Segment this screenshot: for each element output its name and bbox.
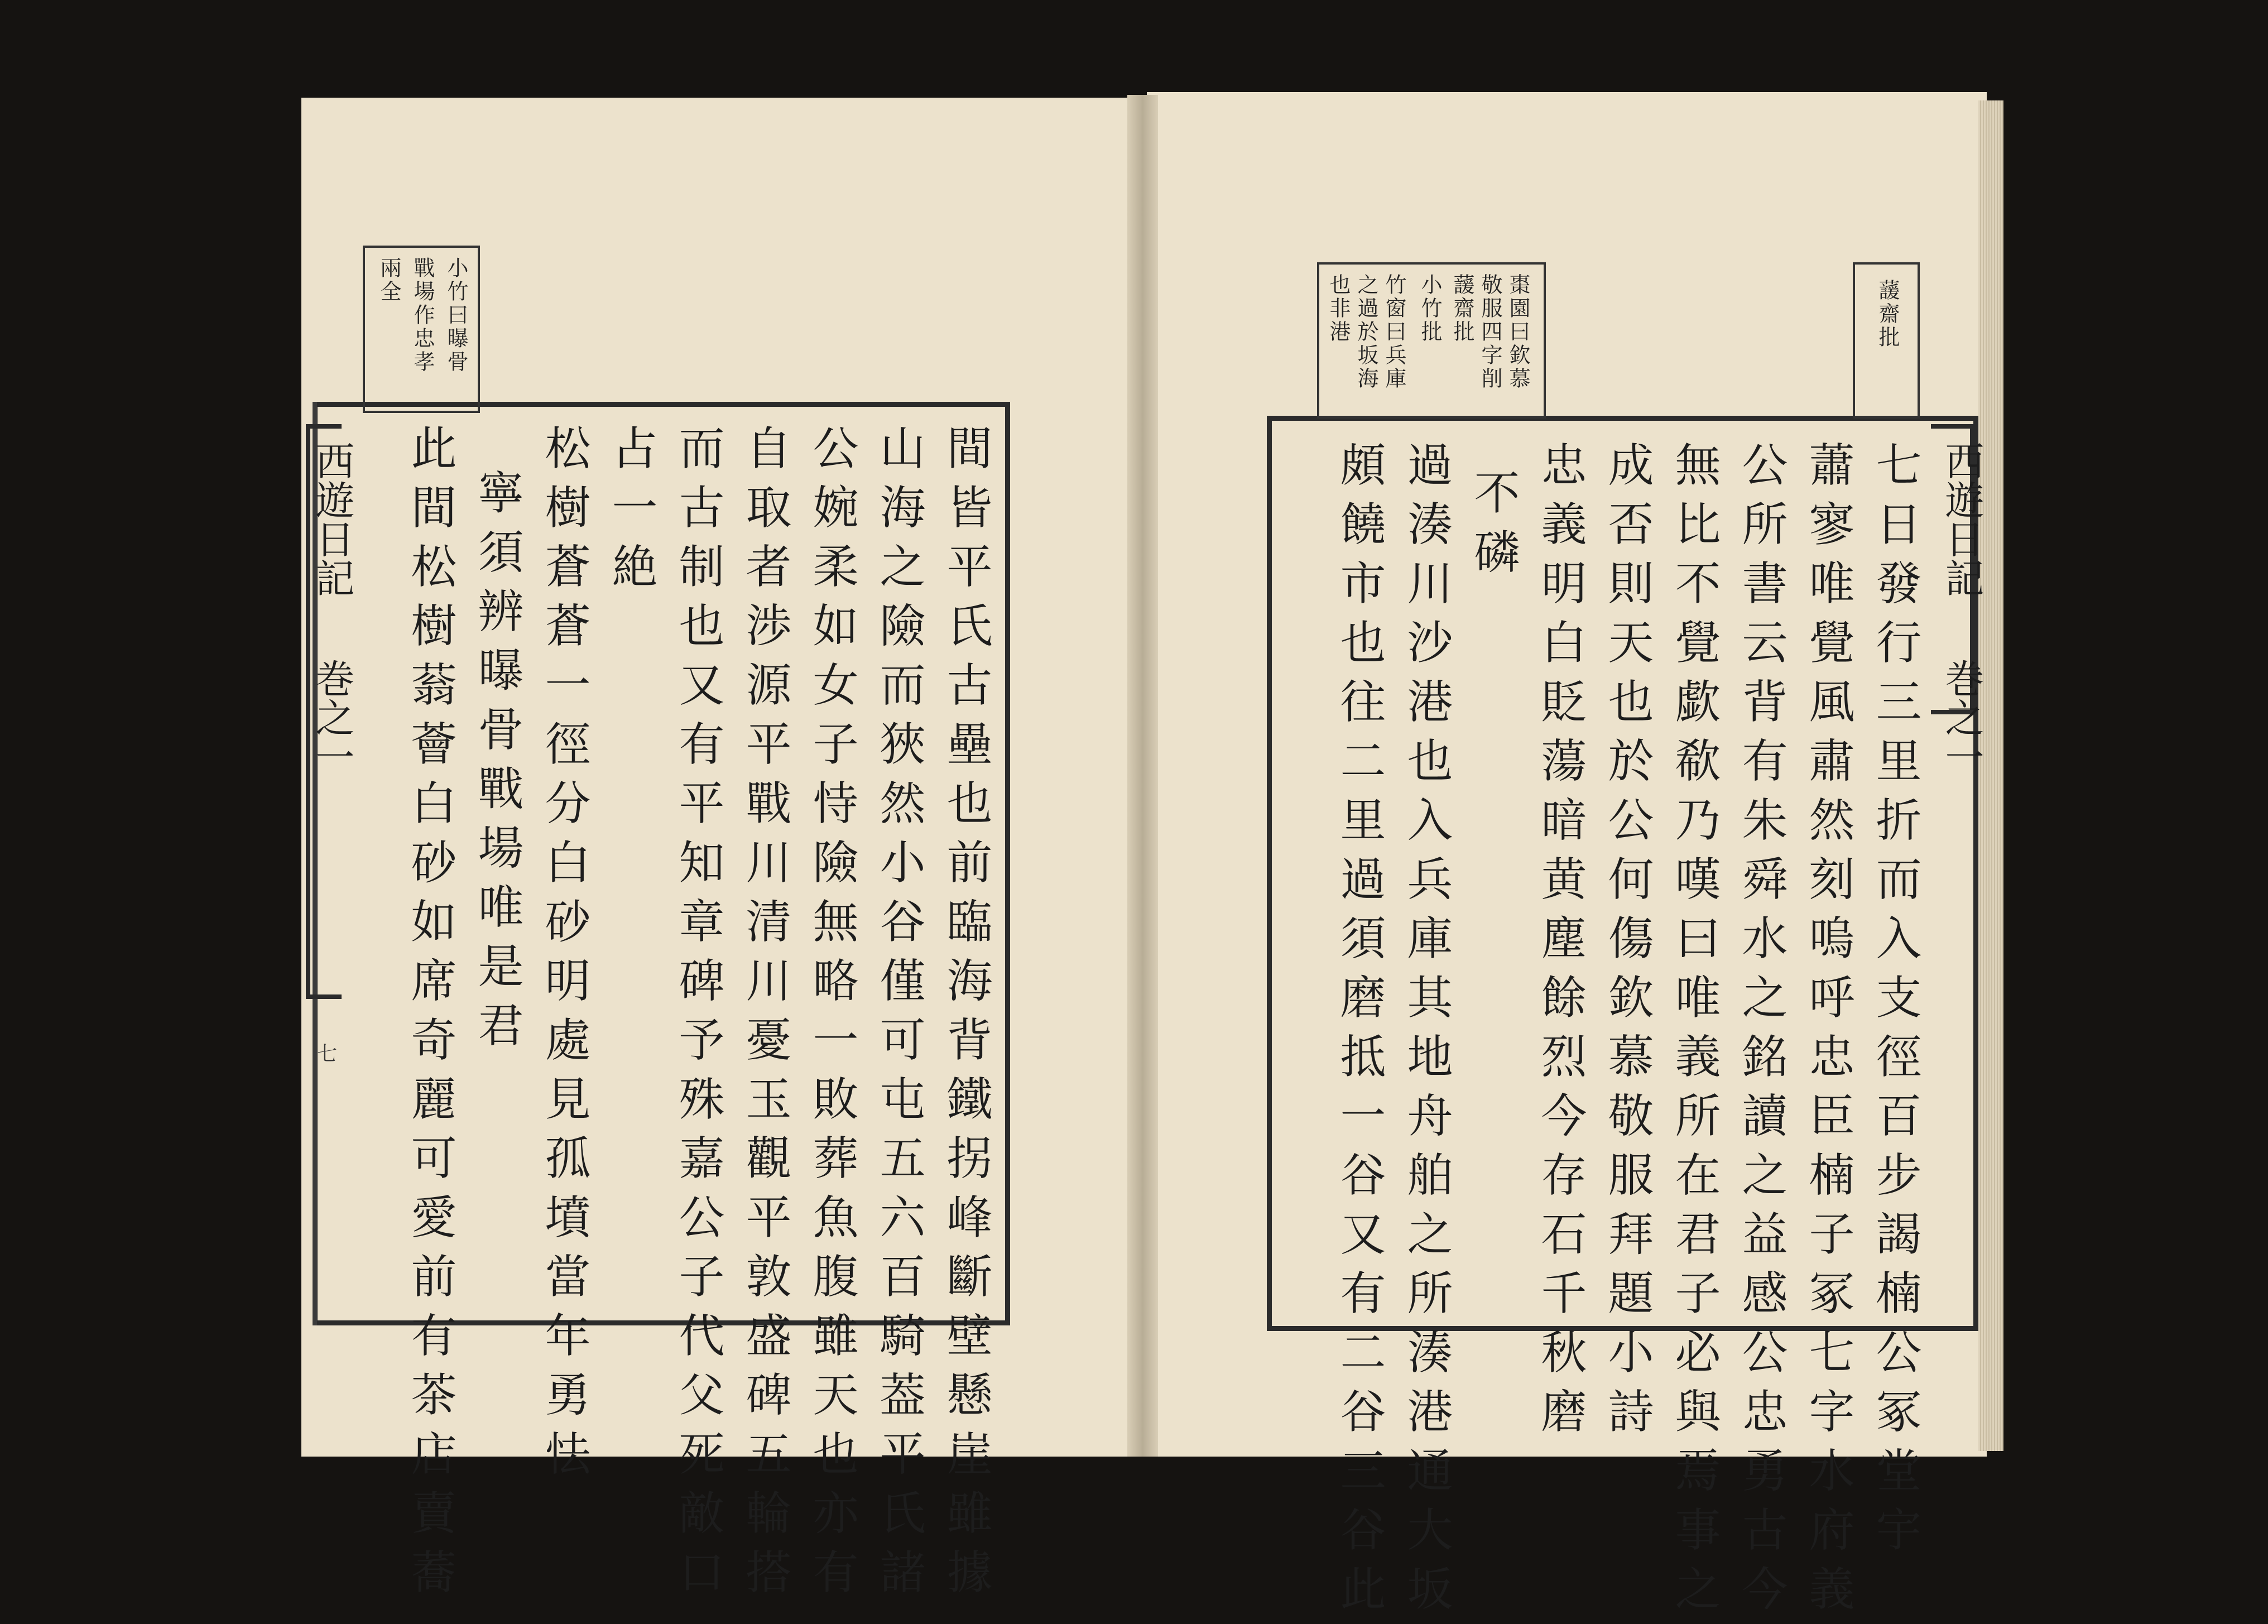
text-column: 不磷 — [1467, 469, 1520, 587]
text-column: 公所書云背有朱舜水之銘讀之益感公忠勇古今 — [1734, 441, 1788, 1624]
headnote-r5c: 也非港 — [1326, 273, 1351, 344]
text-column: 頗饒市也往二里過須磨抵一谷又有二谷三谷此 — [1333, 441, 1386, 1624]
headnote-l1b: 戰場作忠孝 — [410, 257, 435, 374]
page-number-left: 七 — [317, 1042, 338, 1065]
text-column: 占一絶 — [604, 424, 657, 602]
headnote-r5: 竹窗曰兵庫 — [1382, 273, 1406, 391]
text-column: 無比不覺歔欷乃嘆曰唯義所在君子必與焉事之 — [1668, 441, 1721, 1624]
text-column: 成否則天也於公何傷欽慕敬服拜題小詩 — [1601, 441, 1654, 1447]
text-column: 忠義明白貶蕩暗黄塵餘烈今存石千秋磨 — [1534, 441, 1587, 1447]
headnote-r4: 小竹批 — [1418, 273, 1442, 344]
text-column: 此間松樹蓊薈白砂如席奇麗可愛前有茶店賣蕎 — [403, 424, 457, 1607]
text-column: 寧須辨曝骨戰場唯是君 — [470, 469, 523, 1060]
page-edges — [1978, 100, 2003, 1451]
headnote-l1c: 兩全 — [377, 257, 401, 304]
headnote-r1: 蘐齋批 — [1875, 279, 1900, 349]
text-column: 松樹蒼蒼一徑分白砂明處見孤墳當年勇怯 — [537, 424, 590, 1489]
text-column: 七日發行三里折而入支徑百步謁楠公冢堂宇 — [1868, 441, 1921, 1565]
text-column: 間皆平氏古壘也前臨海背鐵拐峰斷壁懸崖雖據 — [939, 424, 992, 1607]
headnote-r5b: 之過於坂海 — [1354, 273, 1378, 391]
text-column: 公婉柔如女子恃險無略一敗葬魚腹雖天也亦有 — [805, 424, 858, 1607]
headnote-r3: 蘐齋批 — [1450, 273, 1474, 344]
headnote-r2: 棗園曰欽慕 — [1506, 273, 1530, 391]
hanshin-volume-left: 巻之一 — [309, 659, 355, 776]
book-gutter — [1127, 95, 1158, 1457]
headnote-r2b: 敬服四字削 — [1478, 273, 1502, 391]
hanshin-title-right: 西遊日記 — [1939, 441, 1984, 597]
text-column: 蕭寥唯覺風肅然刻嗚呼忠臣楠子冢七字水府義 — [1801, 441, 1854, 1624]
hanshin-volume-right: 巻之一 — [1939, 659, 1984, 776]
text-column: 自取者渉源平戰川清川憂玉觀平敦盛碑五輪搭 — [738, 424, 791, 1607]
text-column: 而古制也又有平知章碑予殊嘉公子代父死敵口 — [671, 424, 724, 1607]
headnote-l1: 小竹曰曝骨 — [444, 257, 468, 374]
text-column: 山海之險而狹然小谷僅可屯五六百騎葢平氏諸 — [872, 424, 925, 1607]
hanshin-title-left: 西遊日記 — [309, 441, 355, 597]
text-column: 過湊川沙港也入兵庫其地舟舶之所湊港通大坂 — [1400, 441, 1453, 1624]
